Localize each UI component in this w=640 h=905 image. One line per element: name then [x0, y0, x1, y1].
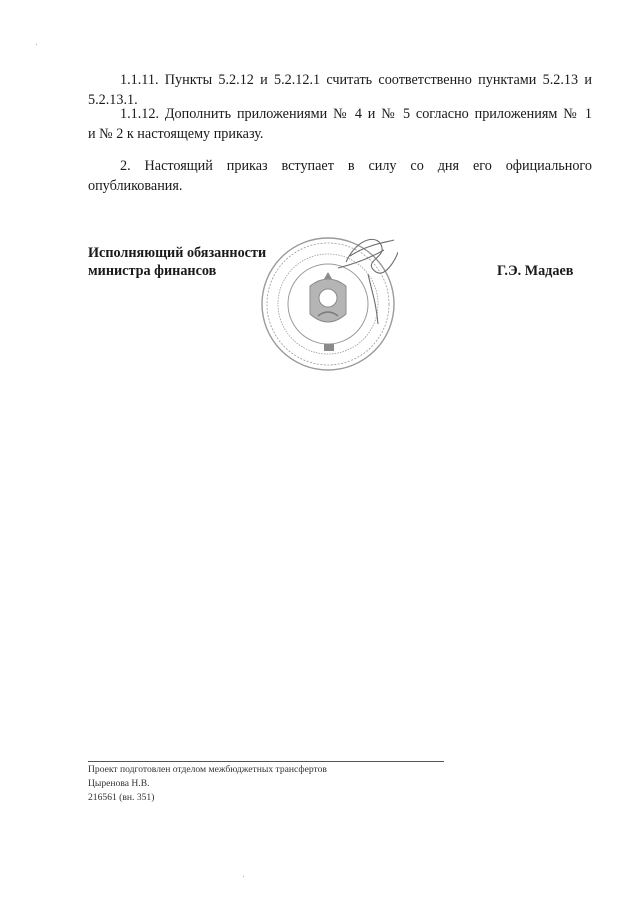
scan-speck [36, 44, 37, 45]
paragraph-1-1-11-line2: 5.2.13.1. [88, 92, 138, 108]
footer-phone: 216561 (вн. 351) [88, 792, 155, 803]
signatory-name: Г.Э. Мадаев [497, 263, 574, 279]
signatory-position-line1: Исполняющий обязанности [88, 245, 267, 261]
footer-executor-name: Цыренова Н.В. [88, 778, 150, 789]
paragraph-2-line2: опубликования. [88, 178, 183, 194]
signatory-position-line2: министра финансов [88, 263, 217, 279]
paragraph-2-line1: 2. Настоящий приказ вступает в силу со дня его официального [120, 158, 592, 174]
paragraph-1-1-11-line1: 1.1.11. Пункты 5.2.12 и 5.2.12.1 считать соответственно пунктами 5.2.13 и [120, 72, 592, 88]
footer-divider [88, 761, 444, 762]
footer-prepared-by: Проект подготовлен отделом межбюджетных трансфертов [88, 764, 327, 775]
official-seal-stamp [258, 232, 398, 372]
paragraph-1-1-12-line1: 1.1.12. Дополнить приложениями № 4 и № 5 согласно приложениям № 1 [120, 106, 592, 122]
scan-speck [243, 876, 244, 877]
paragraph-1-1-12-line2: и № 2 к настоящему приказу. [88, 126, 264, 142]
coat-of-arms-emblem [310, 272, 346, 351]
